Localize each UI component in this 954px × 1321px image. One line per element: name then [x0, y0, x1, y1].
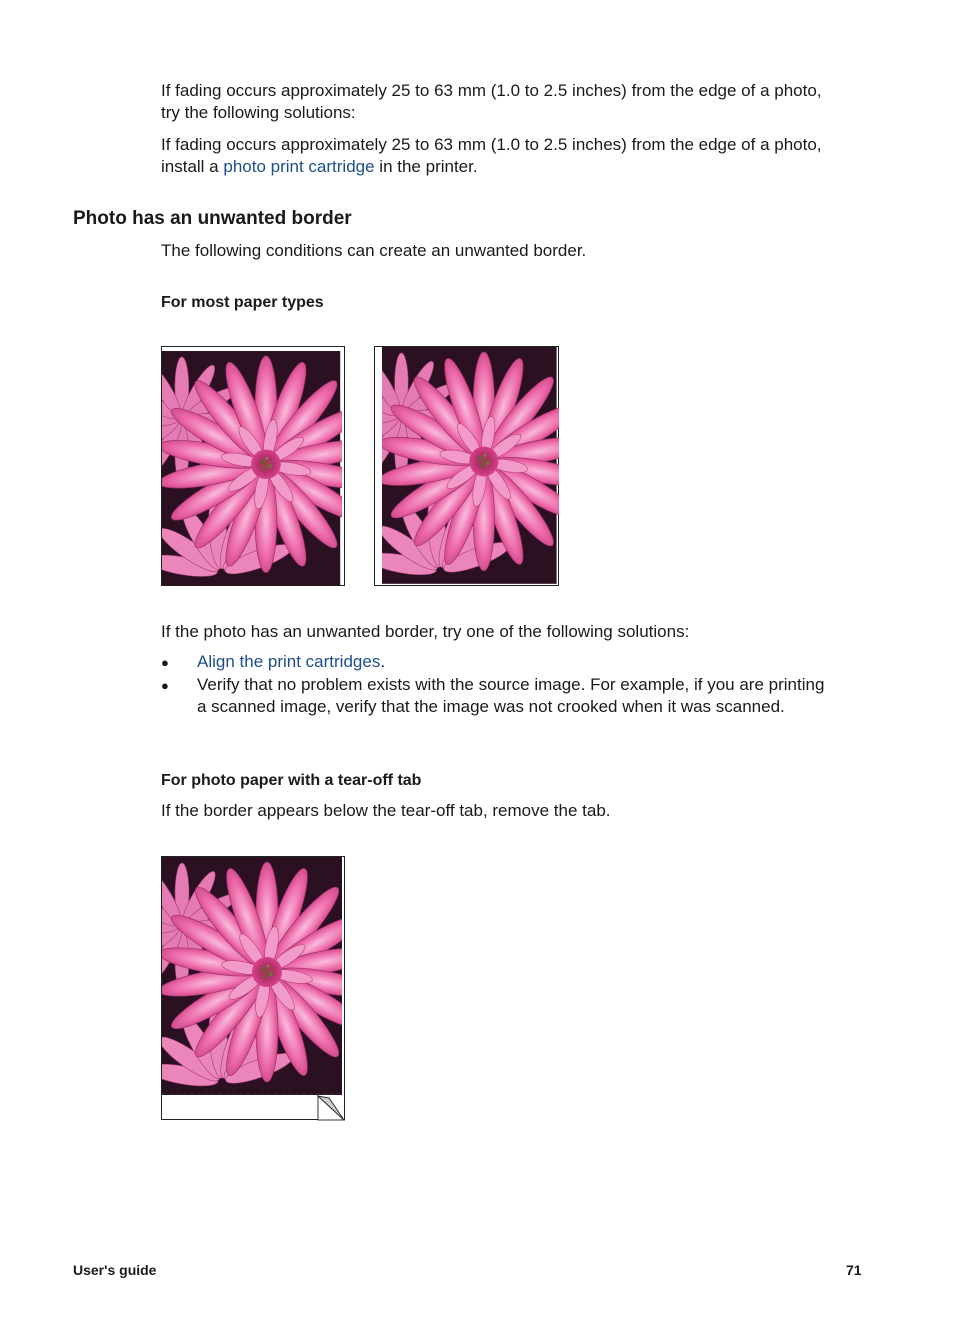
tear-off-text: If the border appears below the tear-off tab, remove the tab. — [161, 801, 611, 820]
photo-left-border-image — [374, 346, 559, 586]
footer-guide: User's guide — [73, 1262, 157, 1278]
photo-print-cartridge-link[interactable]: photo print cartridge — [223, 157, 375, 176]
bullet-1-period: . — [380, 652, 386, 671]
most-paper-heading: For most paper types — [161, 294, 324, 311]
fading-paragraph-2 — [161, 134, 841, 178]
bullet-1 — [197, 651, 837, 673]
section-heading: Photo has an unwanted border — [73, 208, 352, 229]
bullet-2: Verify that no problem exists with the source image. For example, if you are printing a scanned image, verify that the image was not crooked when it was scanned. — [197, 675, 825, 716]
page-number: 71 — [846, 1262, 862, 1278]
section-intro: The following conditions can create an unwanted border. — [161, 241, 587, 260]
solutions-intro: If the photo has an unwanted border, try one of the following solutions: — [161, 622, 690, 641]
fading-p2-tail: in the printer. — [374, 157, 478, 176]
bullet-2-glyph: ● — [161, 678, 169, 693]
bullet-1-glyph: ● — [161, 655, 169, 670]
tear-off-heading: For photo paper with a tear-off tab — [161, 772, 422, 789]
photo-right-border-image — [161, 346, 345, 586]
align-cartridges-link[interactable]: Align the print cartridges — [197, 652, 381, 671]
tear-off-tab-image — [161, 856, 346, 1122]
fading-p2-text: If fading occurs approximately 25 to 63 mm (1.0 to 2.5 inches) from the edge of a photo, install a — [161, 135, 822, 176]
fading-paragraph-1: If fading occurs approximately 25 to 63 mm (1.0 to 2.5 inches) from the edge of a photo, try the following solutions: — [161, 81, 822, 122]
